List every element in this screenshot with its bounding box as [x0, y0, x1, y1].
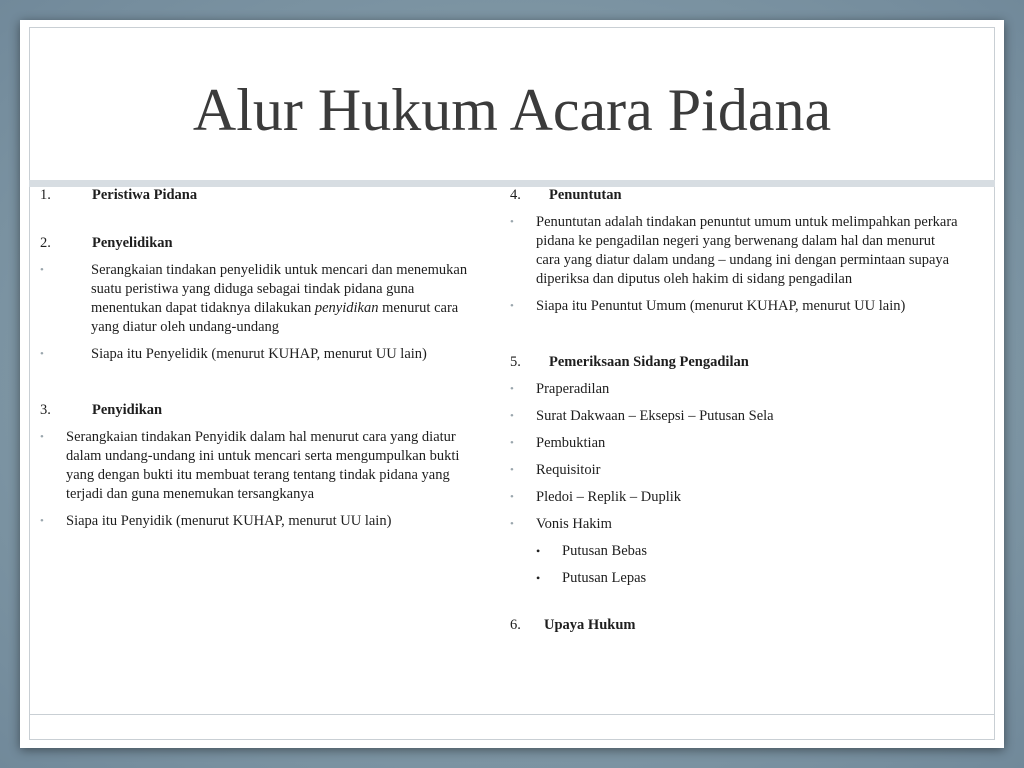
section-upaya-hukum [510, 616, 960, 635]
section-number: 6. [510, 617, 521, 633]
list-item: • Siapa itu Penyelidik (menurut KUHAP, menurut UU lain) [40, 346, 427, 362]
section-pemeriksaan-sidang [510, 353, 960, 372]
section-heading: Penyidikan [92, 402, 163, 418]
list-item: • Requisitoir [510, 462, 601, 478]
bullet-icon: • [510, 410, 514, 422]
list-item: • Surat Dakwaan – Eksepsi – Putusan Sela [510, 408, 774, 424]
section-number: 5. [510, 354, 521, 370]
list-item: • Vonis Hakim [510, 516, 612, 532]
bullet-icon: • [510, 300, 514, 312]
section-penyelidikan [40, 234, 480, 253]
title-frame [29, 27, 995, 181]
bullet-icon: • [510, 437, 514, 449]
bullet-icon: • [40, 515, 44, 527]
bullet-icon: • [510, 518, 514, 530]
bullet-icon: • [536, 571, 541, 585]
footer-frame [29, 714, 995, 740]
penuntutan-bullets [510, 213, 960, 316]
bullet-icon: • [40, 264, 44, 276]
list-item: • Serangkaian tindakan Penyidik dalam hal menurut cara yang diatur dalam undang-undang ini untuk mencari serta mengumpulkan bukti yang dengan bukti itu membuat terang tentang tindak pidana yang terjadi dan guna menemukan tersangkanya [40, 429, 460, 502]
list-item: • Serangkaian tindakan penyelidik untuk mencari dan menemukan suatu peristiwa yang diduga sebagai tindak pidana guna menentukan dapat tidaknya dilakukan penyidikan menurut cara yang diatur oleh undang-undang [40, 262, 468, 335]
bullet-icon: • [536, 544, 541, 558]
section-heading: Penuntutan [549, 187, 622, 203]
bullet-icon: • [510, 464, 514, 476]
section-penyidikan [40, 401, 480, 420]
bullet-icon: • [510, 491, 514, 503]
section-number: 4. [510, 187, 521, 203]
section-heading: Penyelidikan [92, 235, 173, 251]
pemeriksaan-bullets [510, 380, 960, 534]
list-item: • Pembuktian [510, 435, 606, 451]
left-column [40, 186, 480, 539]
section-heading: Upaya Hukum [544, 617, 636, 633]
list-item: • Siapa itu Penuntut Umum (menurut KUHAP, menurut UU lain) [510, 298, 906, 314]
section-heading: Pemeriksaan Sidang Pengadilan [549, 354, 749, 370]
bullet-icon: • [40, 348, 44, 360]
section-number: 2. [40, 235, 51, 251]
section-number: 3. [40, 402, 51, 418]
section-penuntutan [510, 186, 960, 205]
penyelidikan-bullets [40, 261, 480, 364]
bullet-icon: • [40, 431, 44, 443]
penyidikan-bullets [40, 428, 480, 531]
list-item: • Praperadilan [510, 381, 610, 397]
bullet-icon: • [510, 216, 514, 228]
section-number: 1. [40, 187, 51, 203]
section-heading: Peristiwa Pidana [92, 187, 198, 203]
list-item: • Putusan Bebas [536, 543, 647, 559]
section-peristiwa-pidana [40, 186, 480, 205]
bullet-icon: • [510, 383, 514, 395]
list-item: • Siapa itu Penyidik (menurut KUHAP, menurut UU lain) [40, 513, 392, 529]
vonis-sub-bullets [510, 542, 960, 588]
right-column [510, 186, 960, 635]
list-item: • Penuntutan adalah tindakan penuntut umum untuk melimpahkan perkara pidana ke pengadilan negeri yang berwenang dalam hal dan menurut cara yang diatur dalam undang – undang ini dengan permintaan supaya diperiksa dan diputus oleh hakim di sidang pengadilan [510, 214, 958, 287]
slide-title: Alur Hukum Acara Pidana [192, 77, 832, 143]
list-item: • Pledoi – Replik – Duplik [510, 489, 681, 505]
list-item: • Putusan Lepas [536, 570, 647, 586]
